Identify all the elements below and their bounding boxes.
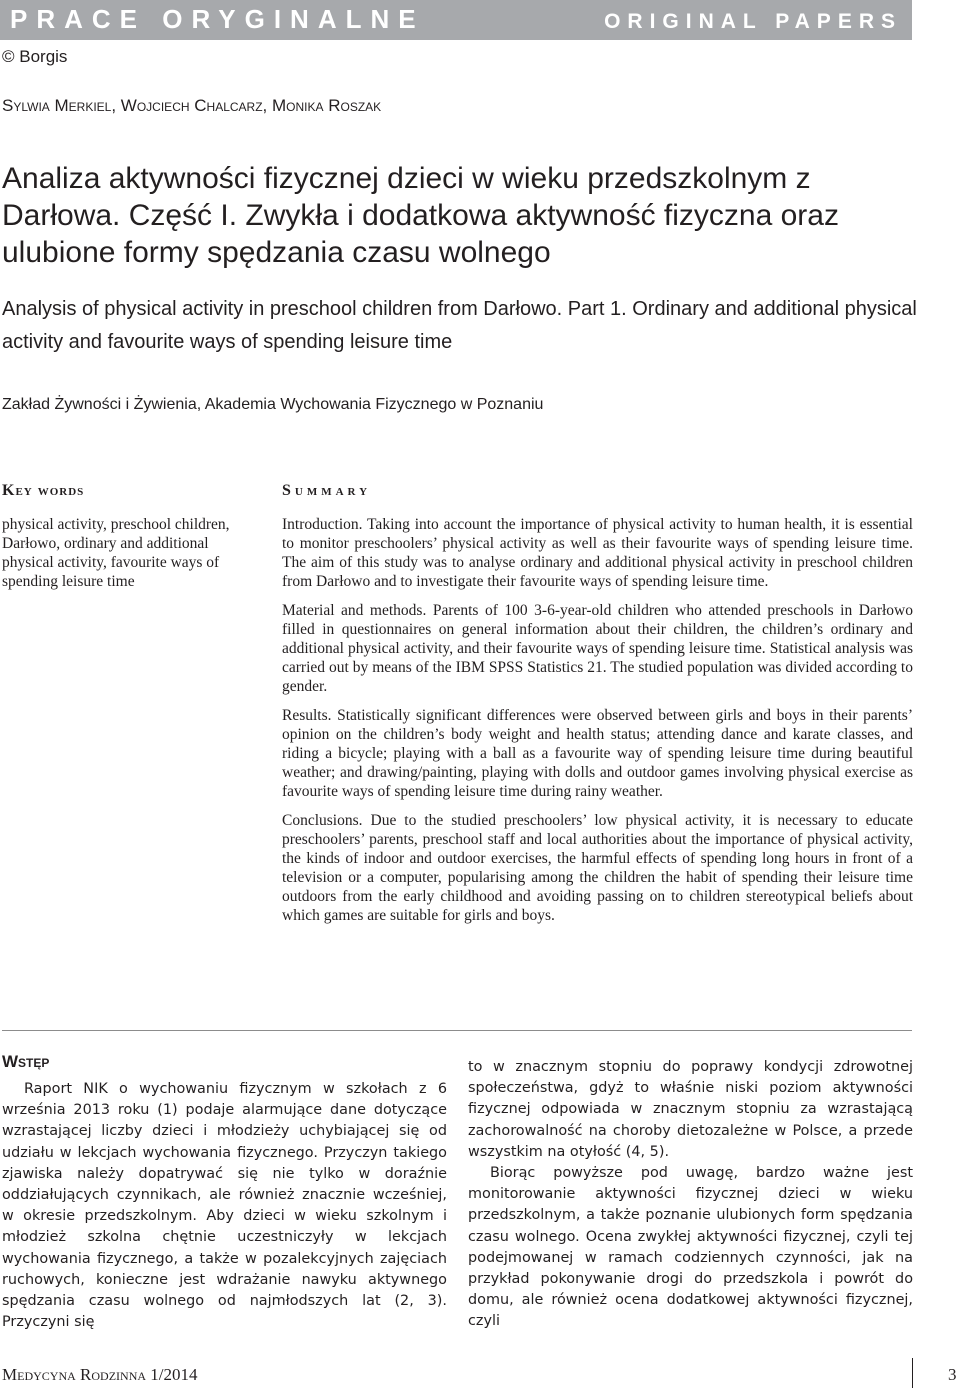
body-paragraph: to w znacznym stopniu do poprawy kondycji zdrowotnej społeczeństwa, gdyż to właśnie niski poziom aktywności fizycznej odpowiada w znacznym stopniu za wzrastającą zachorowalność na choroby dietozależne w Polsce, a przede wszystkim na otyłość (4, 5). xyxy=(468,1059,913,1160)
body-column-right xyxy=(468,1057,913,1333)
title-polish: Analiza aktywności fizycznej dzieci w wieku przedszkolnym z Darłowa. Część I. Zwykła i dodatkowa aktywność fizyczna oraz ulubione formy spędzania czasu wolnego xyxy=(2,162,839,269)
journal-footer: Medycyna Rodzinna 1/2014 xyxy=(2,1365,198,1384)
body-column-left xyxy=(2,1079,447,1333)
section-label-pl: PRACE ORYGINALNE xyxy=(10,4,425,34)
summary-conclusions: Conclusions. Due to the studied preschoolers’ low physical activity, it is necessary to educate preschoolers’ parents, preschool staff and local authorities about the importance of physical activity, the kinds of indoor and outdoor exercises, the harmful effects of spending long hours in front of a television or a computer, popularising among the children the habit of spending their leisure time outdoors from the early childhood and avoiding passing on to children stereotypical beliefs about which games are suitable for girls and boys. xyxy=(282,812,913,924)
section-label-en: ORIGINAL PAPERS xyxy=(604,10,902,33)
authors: Sylwia Merkiel, Wojciech Chalcarz, Monika Roszak xyxy=(2,96,382,115)
summary-introduction: Introduction. Taking into account the importance of physical activity to human health, it is essential to monitor preschoolers’ physical activity as well as their favourite ways of spending leisure time. The aim of this study was to analyse ordinary and additional physical activity in preschool children from Darłowo and to investigate their favourite ways of spending leisure time. xyxy=(282,516,913,590)
summary-results: Results. Statistically significant differences were observed between girls and boys in their parents’ opinion on the children’s body weight and health status; attending dance and karate classes, and riding a bicycle; playing with a ball as a favourite way of spending leisure time during beautiful weather; and drawing/painting, playing with dolls and outdoor games involving physical exercise as favourite ways of spending leisure time during rainy weather. xyxy=(282,707,913,800)
page-number: 3 xyxy=(948,1365,957,1384)
affiliation: Zakład Żywności i Żywienia, Akademia Wychowania Fizycznego w Poznaniu xyxy=(2,396,544,413)
section-divider xyxy=(2,1030,912,1031)
body-paragraph: Raport NIK o wychowaniu fizycznym w szkołach z 6 września 2013 roku (1) podaje alarmujące dane dotyczące wzrastającej liczby dzieci i młodzieży uchybiającej się od udziału w lekcjach wychowania fizycznego. Przyczyn takiego zjawiska należy dopatrywać się nie tylko w doraźnie oddziałujących czynnikach, ale również znacznie wcześniej, w okresie przedszkolnym. Aby dzieci w wieku szkolnym i młodzież szkolna chętnie uczestniczyły w lekcjach wychowania fizycznego, a także w pozalekcyjnych zajęciach ruchowych, konieczne jest wdrażanie nawyku aktywnego spędzania czasu wolnego od najmłodszych lat (2, 3). Przyczyni się xyxy=(2,1081,447,1331)
summary-methods: Material and methods. Parents of 100 3-6-year-old children who attended preschools in Darłowo filled in questionnaires on general information about their children, the children’s ordinary and additional physical activity, and their favourite ways of spending leisure time. Statistical analysis was carried out by means of the IBM SPSS Statistics 21. The studied population was divided according to gender. xyxy=(282,602,913,695)
summary-heading: Summary xyxy=(282,482,372,499)
title-english: Analysis of physical activity in preschool children from Darłowo. Part 1. Ordinary and additional physical activity and favourite ways of spending leisure time xyxy=(2,298,917,353)
keywords-text: physical activity, preschool children, Darłowo, ordinary and additional physical activity, favourite ways of spending leisure time xyxy=(2,516,230,590)
summary-body xyxy=(282,515,913,935)
introduction-heading: Wstęp xyxy=(2,1052,50,1071)
body-paragraph: Biorąc powyższe pod uwagę, bardzo ważne jest monitorowanie aktywności fizycznej dzieci w wieku przedszkolnym, a także poznanie ulubionych form spędzania czasu wolnego. Ocena zwykłej aktywności fizycznej, czyli tej podejmowanej w ramach codziennych czynności, jak na przykład pokonywanie drogi do przedszkola i powrót do domu, ale również ocena dodatkowej aktywności fizycznej, czyli xyxy=(468,1165,913,1330)
footer-separator xyxy=(912,1358,913,1388)
section-banner xyxy=(0,0,912,40)
copyright: © Borgis xyxy=(2,47,68,66)
keywords-heading: Key words xyxy=(2,482,85,499)
